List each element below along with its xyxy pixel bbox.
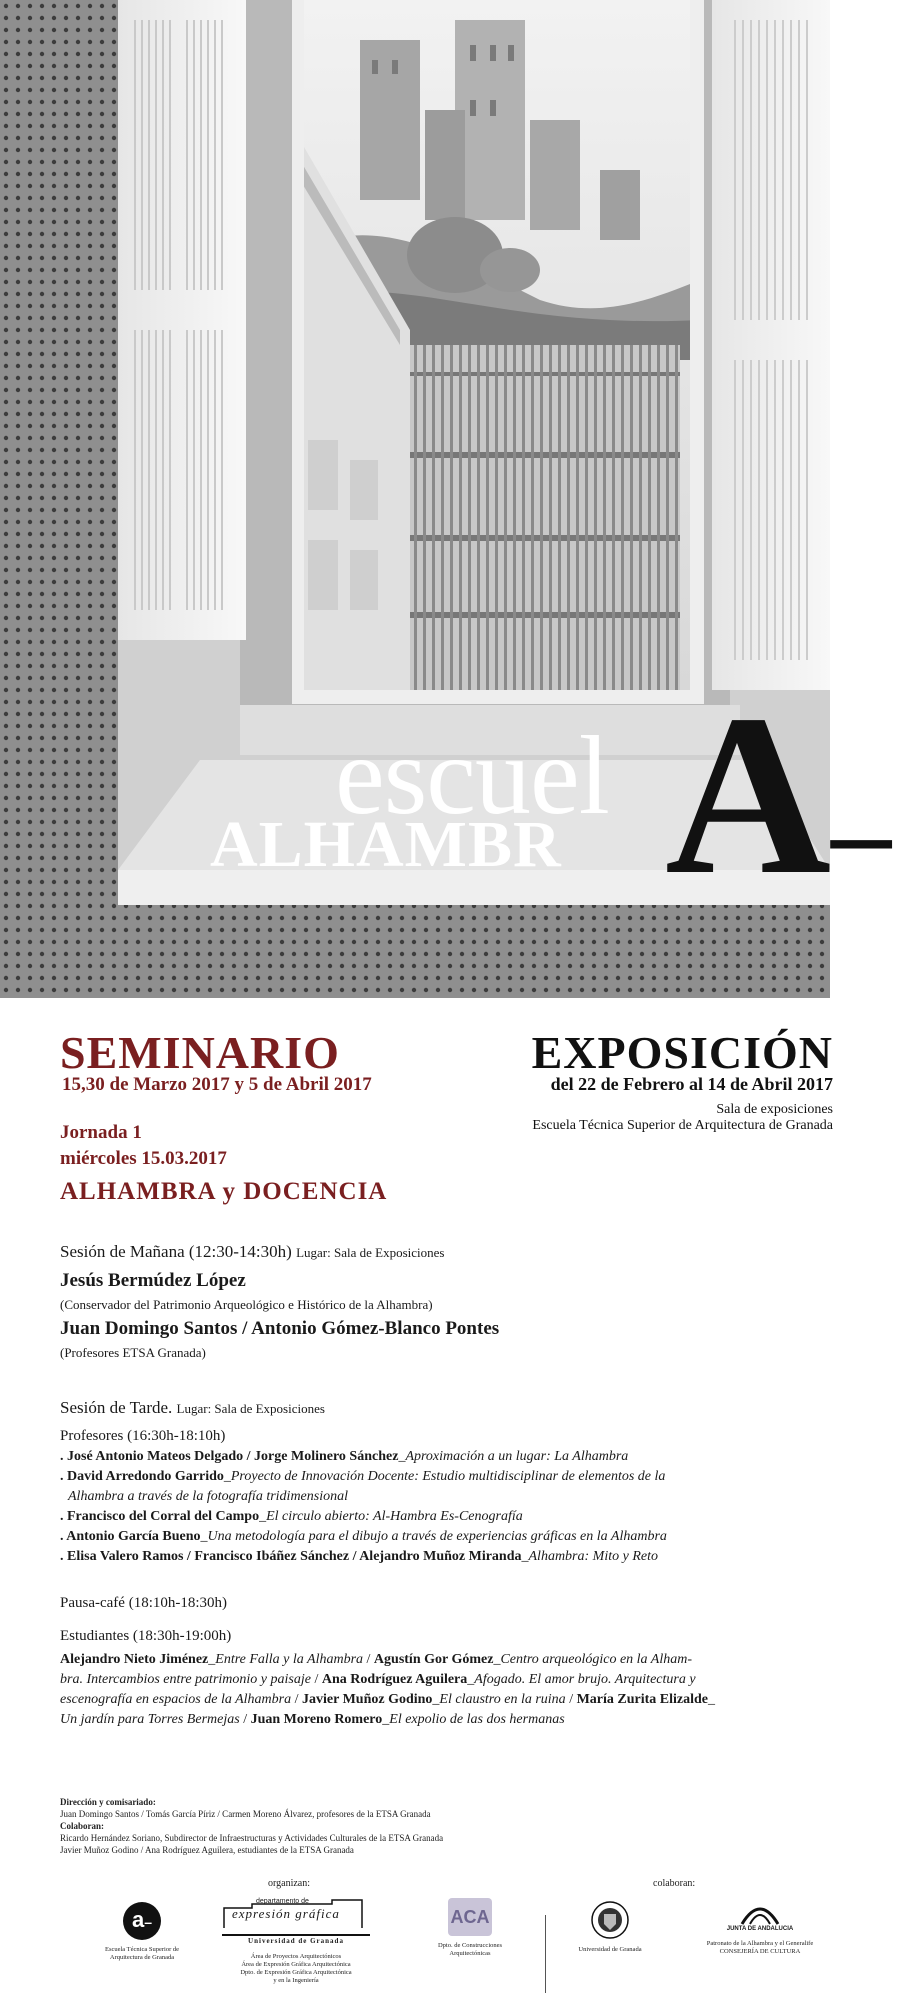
ugr-caption: Universidad de Granada [578,1946,642,1953]
separator: / [565,1692,577,1707]
estudiantes-line [60,1670,800,1690]
profesor-names: . Antonio García Bueno [60,1529,201,1544]
estudiante-name: Alejandro Nieto Jiménez [60,1652,209,1667]
ega-univ-text: Universidad de Granada [248,1937,344,1945]
profesor-names: . Elisa Valero Ramos / Francisco Ibáñez Sánchez / Alejandro Muñoz Miranda [60,1549,522,1564]
etsa-caption-1: Escuela Técnica Superior de [104,1946,180,1953]
exposicion-place-line1: Sala de exposiciones [716,1102,833,1117]
estudiante-title: bra. Intercambios entre patrimonio y paisaje [60,1672,311,1687]
credits [60,1796,820,1856]
speaker-2: Juan Domingo Santos / Antonio Gómez-Blanco Pontes [60,1318,500,1339]
estudiante-title: _Entre Falla y la Alhambra [208,1652,364,1667]
exposicion-dates: del 22 de Febrero al 14 de Abril 2017 [550,1074,833,1094]
colaboran-text-2: Javier Muñoz Godino / Ana Rodríguez Aguilera, estudiantes de la ETSA Granada [60,1845,354,1855]
profesor-names: . David Arredondo Garrido [60,1469,224,1484]
profesor-talk-title: _El circulo abierto: Al-Hambra Es-Cenografía [259,1509,523,1524]
ega-wordmark [222,1898,370,1936]
big-a-letter: A [665,667,832,922]
big-a-dash: _ [831,725,892,858]
estudiantes-list [60,1650,800,1730]
profesor-talk-title: _Aproximación a un lugar: La Alhambra [398,1449,629,1464]
profesor-talk-title: Alhambra a través de la fotografía tridimensional [68,1489,348,1504]
ega-caption-4: y en la Ingeniería [273,1977,319,1984]
junta-caption-1: Patronato de la Alhambra y el Generalife [706,1940,814,1947]
profesor-item [60,1507,800,1527]
estudiantes-line [60,1710,800,1730]
speaker-1-role: (Conservador del Patrimonio Arqueológico e Histórico de la Alhambra) [60,1297,433,1312]
ega-caption-2: Área de Expresión Gráfica Arquitectónica [241,1961,351,1968]
profesor-talk-title: _Proyecto de Innovación Docente: Estudio multidisciplinar de elementos de la [223,1469,666,1484]
hero-photo [0,0,892,998]
speaker-2-role: (Profesores ETSA Granada) [60,1345,206,1360]
profesor-talk-title: _Alhambra: Mito y Reto [521,1549,658,1564]
logo-junta [700,1900,820,1956]
junta-arch-icon [738,1900,782,1926]
exposicion-title: EXPOSICIÓN [531,1027,833,1078]
pausa-cafe: Pausa-café (18:10h-18:30h) [60,1595,228,1611]
profesor-item-continued [60,1487,800,1507]
estudiante-name: María Zurita Elizalde [576,1692,709,1707]
aca-icon: ACA [448,1898,492,1936]
estudiante-name: Javier Muñoz Godino [302,1692,433,1707]
estudiante-name: Ana Rodríguez Aguilera [321,1672,468,1687]
ega-top-text: departamento de [256,1898,309,1905]
logo-ugr [570,1900,650,1954]
exposicion-place-line2: Escuela Técnica Superior de Arquitectura de Granada [532,1118,833,1133]
colaboran-credits-label: Colaboran: [60,1821,105,1831]
junta-mark: JUNTA DE ANDALUCIA [726,1926,794,1932]
ega-caption-1: Área de Proyectos Arquitectónicos [250,1953,342,1960]
estudiantes-label: Estudiantes (18:30h-19:00h) [60,1628,232,1644]
title-alhambr: ALHAMBR [210,808,562,881]
profesor-names: . Francisco del Corral del Campo [60,1509,260,1524]
sesion-tarde-label: Sesión de Tarde. [60,1398,173,1417]
estudiantes-line [60,1650,800,1670]
profesor-item [60,1447,800,1467]
aca-caption-2: Arquitectónicas [449,1950,491,1957]
logo-etsa [82,1902,202,1962]
logo-expresion-grafica [222,1898,370,1985]
estudiantes-line [60,1690,800,1710]
estudiante-name: Agustín Gor Gómez [373,1652,494,1667]
ega-caption-3: Dpto. de Expresión Gráfica Arquitectónica [240,1969,352,1976]
etsa-caption-2: Arquitectura de Granada [109,1954,175,1961]
separator: / [363,1652,374,1667]
sesion-manana [60,1242,444,1262]
profesor-talk-title: _Una metodología para el dibujo a través de experiencias gráficas en la Alhambra [200,1529,667,1544]
profesores-list [60,1447,800,1567]
separator: / [310,1672,322,1687]
estudiante-title: _El expolio de las dos hermanas [382,1712,565,1727]
seminario-title: SEMINARIO [60,1027,340,1078]
estudiante-title: _Centro arqueológico en la Alham- [493,1652,693,1667]
logo-aca [425,1898,515,1958]
estudiante-title: escenografía en espacios de la Alhambra [60,1692,292,1707]
estudiante-title: _El claustro en la ruina [432,1692,566,1707]
aca-caption-1: Dpto. de Construcciones [437,1942,503,1949]
estudiante-title: _ [708,1692,716,1707]
seminario-dates: 15,30 de Marzo 2017 y 5 de Abril 2017 [62,1074,372,1095]
jornada-label: Jornada 1 [60,1122,142,1143]
profesor-item [60,1547,800,1567]
colaboran-text-1: Ricardo Hernández Soriano, Subdirector de Infraestructuras y Actividades Culturales de la ETSA Granada [60,1833,444,1843]
section-title: ALHAMBRA y DOCENCIA [60,1178,388,1205]
title-big-a [665,667,892,922]
sesion-manana-lugar: Lugar: Sala de Exposiciones [296,1245,445,1260]
profesor-names: . José Antonio Mateos Delgado / Jorge Molinero Sánchez [60,1449,399,1464]
logo-divider [545,1915,546,1993]
direccion-text: Juan Domingo Santos / Tomás García Píriz / Carmen Moreno Álvarez, profesores de la ETSA Granada [60,1809,431,1819]
sesion-tarde-lugar: Lugar: Sala de Exposiciones [176,1401,325,1416]
speaker-1: Jesús Bermúdez López [60,1270,246,1291]
profesor-item [60,1527,800,1547]
ega-outline-icon [222,1898,370,1934]
sesion-manana-label: Sesión de Mañana (12:30-14:30h) [60,1242,292,1261]
organizan-label: organizan: [268,1878,311,1889]
etsa-mark: a [131,1907,145,1932]
etsa-circle-icon: a– [123,1902,161,1940]
jornada-date: miércoles 15.03.2017 [60,1148,227,1169]
ega-main-text: expresión gráfica [232,1906,340,1921]
estudiante-title: _Afogado. El amor brujo. Arquitectura y [467,1672,696,1687]
estudiante-title: Un jardín para Torres Bermejas [60,1712,240,1727]
sesion-tarde [60,1398,325,1418]
junta-caption-2: CONSEJERÍA DE CULTURA [719,1948,801,1955]
colaboran-label: colaboran: [653,1878,696,1889]
separator: / [239,1712,251,1727]
direccion-label: Dirección y comisariado: [60,1797,156,1807]
profesores-label: Profesores (16:30h-18:10h) [60,1428,226,1444]
profesor-item [60,1467,800,1487]
ugr-crest-icon [590,1900,630,1940]
title-escuela: escuel [335,714,609,838]
estudiante-name: Juan Moreno Romero [250,1712,383,1727]
separator: / [291,1692,302,1707]
